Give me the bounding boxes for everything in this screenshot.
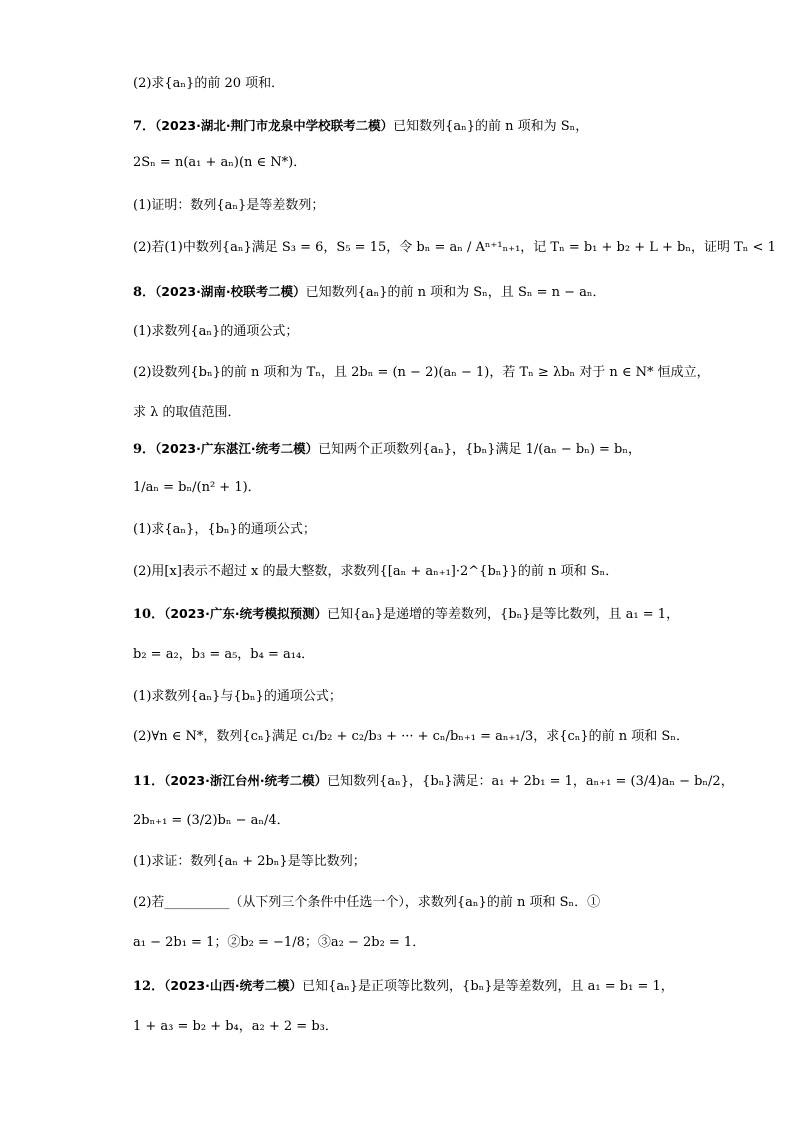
line-text: 求 λ 的取值范围． xyxy=(133,405,241,420)
line-text: 已知两个正项数列{aₙ}，{bₙ}满足 1/(aₙ − bₙ) = bₙ， xyxy=(318,442,642,457)
line-text: 已知数列{aₙ}，{bₙ}满足：a₁ + 2b₁ = 1，aₙ₊₁ = (3/4)aₙ − bₙ/2， xyxy=(327,774,734,789)
line-text: 已知{aₙ}是递增的等差数列，{bₙ}是等比数列，且 a₁ = 1， xyxy=(327,607,680,622)
problem-source: （2023·广东·统考模拟预测） xyxy=(164,606,328,621)
line-text: (2)若__________（从下列三个条件中任选一个），求数列{aₙ}的前 n 项和 Sₙ．① xyxy=(133,895,601,910)
line-text: 1/aₙ = bₙ/(n² + 1)． xyxy=(133,480,261,495)
problem-8-title xyxy=(133,283,693,302)
problem-8-part-2-cont xyxy=(133,404,693,422)
problem-number: 9． xyxy=(133,442,156,457)
line-text: (1)求{aₙ}，{bₙ}的通项公式； xyxy=(133,522,316,537)
line-text: (1)证明：数列{aₙ}是等差数列； xyxy=(133,198,325,213)
problem-9-title xyxy=(133,440,693,459)
problem-number: 10． xyxy=(133,607,165,622)
line-text: b₂ = a₂，b₃ = a₅，b₄ = a₁₄． xyxy=(133,647,315,662)
problem-7-part-1 xyxy=(133,197,693,215)
problem-12-formula xyxy=(133,1018,693,1036)
problem-source: （2023·广东湛江·统考二模） xyxy=(155,441,319,456)
problem-11-options xyxy=(133,934,693,952)
line-text: 1 + a₃ = b₂ + b₄，a₂ + 2 = b₃． xyxy=(133,1019,338,1034)
line-item-1 xyxy=(133,75,693,93)
line-text: 已知{aₙ}是正项等比数列，{bₙ}是等差数列，且 a₁ = b₁ = 1， xyxy=(302,979,674,994)
problem-9-formula xyxy=(133,479,693,497)
line-text: a₁ − 2b₁ = 1；②b₂ = −1/8；③a₂ − 2b₂ = 1． xyxy=(133,935,426,950)
problem-9-part-2 xyxy=(133,563,693,581)
problem-number: 12． xyxy=(133,979,165,994)
line-text: 已知数列{aₙ}的前 n 项和为 Sₙ，且 Sₙ = n − aₙ． xyxy=(305,285,606,300)
problem-number: 7． xyxy=(133,119,156,134)
line-text: (1)求数列{aₙ}与{bₙ}的通项公式； xyxy=(133,689,342,704)
problem-source: （2023·山西·统考二模） xyxy=(164,978,303,993)
problem-source: （2023·湖北·荆门市龙泉中学校联考二模） xyxy=(155,118,394,133)
line-text: 已知数列{aₙ}的前 n 项和为 Sₙ， xyxy=(393,119,589,134)
line-text: (1)求证：数列{aₙ + 2bₙ}是等比数列； xyxy=(133,854,366,869)
line-text: (2)设数列{bₙ}的前 n 项和为 Tₙ，且 2bₙ = (n − 2)(aₙ − 1)，若 Tₙ ≥ λbₙ 对于 n ∈ N* 恒成立， xyxy=(133,365,710,380)
problem-7-part-2 xyxy=(133,239,776,257)
problem-11-title xyxy=(133,772,734,791)
line-text: (1)求数列{aₙ}的通项公式； xyxy=(133,324,299,339)
problem-number: 8． xyxy=(133,285,156,300)
problem-9-part-1 xyxy=(133,521,693,539)
problem-10-formula xyxy=(133,646,693,664)
problem-source: （2023·浙江台州·统考二模） xyxy=(164,773,328,788)
problem-11-part-2 xyxy=(133,894,693,912)
problem-7-formula xyxy=(133,154,693,172)
line-text: 2bₙ₊₁ = (3/2)bₙ − aₙ/4． xyxy=(133,813,290,828)
problem-8-part-1 xyxy=(133,323,693,341)
problem-11-part-1 xyxy=(133,853,693,871)
problem-11-formula xyxy=(133,812,693,830)
line-text: (2)∀n ∈ N*，数列{cₙ}满足 c₁/b₂ + c₂/b₃ + ··· + cₙ/bₙ₊₁ = aₙ₊₁/3，求{cₙ}的前 n 项和 Sₙ． xyxy=(133,729,689,744)
problem-10-part-2 xyxy=(133,728,693,746)
problem-number: 11． xyxy=(133,774,165,789)
problem-10-title xyxy=(133,605,693,624)
problem-10-part-1 xyxy=(133,688,693,706)
line-text: 2Sₙ = n(a₁ + aₙ)(n ∈ N*)． xyxy=(133,155,307,170)
problem-12-title xyxy=(133,977,693,996)
problem-8-part-2 xyxy=(133,364,710,382)
line-text: (2)若(1)中数列{aₙ}满足 S₃ = 6，S₅ = 15，令 bₙ = aₙ / Aⁿ⁺¹ₙ₊₁，记 Tₙ = b₁ + b₂ + L + bₙ，证明 Tₙ < 1 xyxy=(133,240,776,255)
line-text: (2)用[x]表示不超过 x 的最大整数，求数列{[aₙ + aₙ₊₁]·2^{bₙ}}的前 n 项和 Sₙ． xyxy=(133,564,619,579)
line-text: (2)求{aₙ}的前 20 项和． xyxy=(133,76,285,91)
problem-7-title xyxy=(133,117,693,136)
problem-source: （2023·湖南·校联考二模） xyxy=(155,284,306,299)
